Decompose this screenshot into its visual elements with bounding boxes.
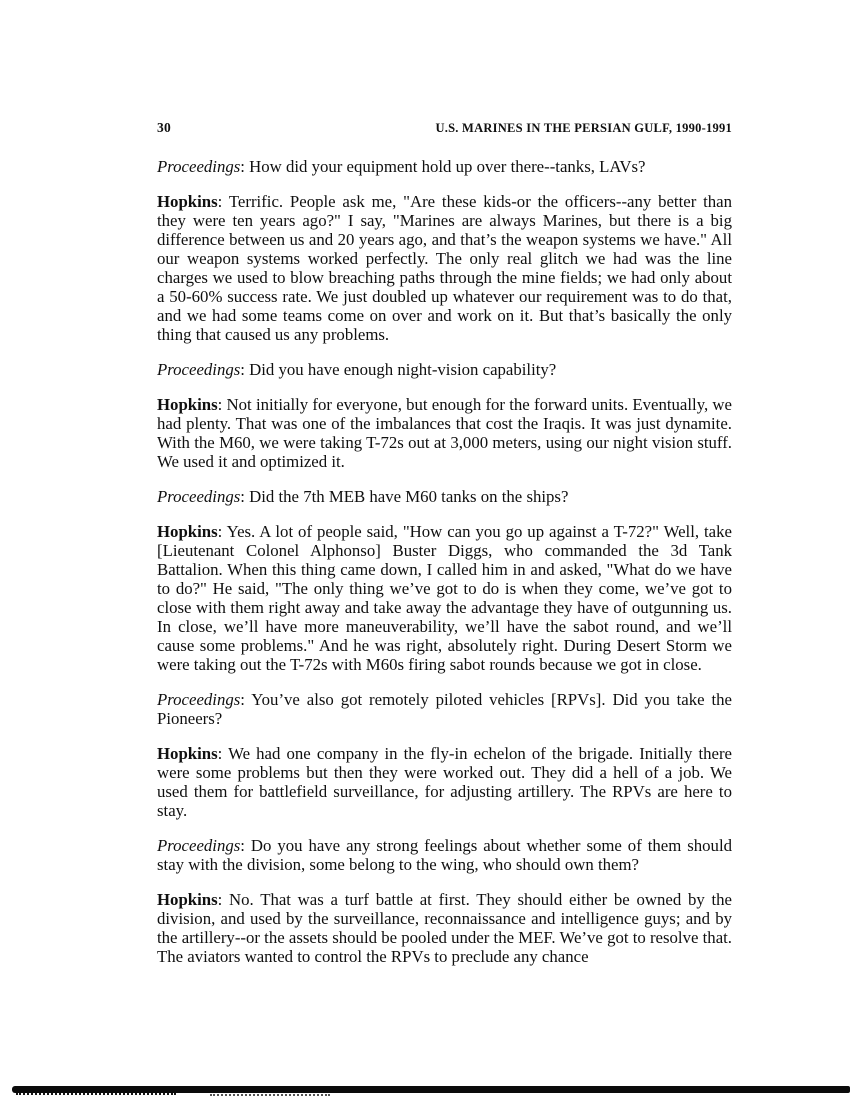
qa-paragraph-answer (157, 192, 732, 344)
paragraph-text: How did your equipment hold up over there--tanks, LAVs? (249, 157, 646, 176)
speaker-name: Proceedings (157, 836, 241, 855)
qa-paragraph-question (157, 360, 732, 379)
speaker-name: Hopkins (157, 744, 218, 763)
speaker-separator: : (217, 395, 227, 414)
qa-paragraph-answer (157, 395, 732, 471)
qa-paragraph-question (157, 487, 732, 506)
speaker-separator: : (240, 836, 251, 855)
paragraph-text: You’ve also got remotely piloted vehicles [RPVs]. Did you take the Pioneers? (157, 690, 732, 728)
paragraph-text: We had one company in the fly-in echelon of the brigade. Initially there were some problems but then they were worked out. They did a hell of a job. We used them for battlefield surveillance, for adjusting artillery. The RPVs are here to stay. (157, 744, 732, 820)
speaker-separator: : (217, 192, 229, 211)
paragraph-text: Do you have any strong feelings about whether some of them should stay with the division, some belong to the wing, who should own them? (157, 836, 732, 874)
speaker-separator: : (240, 360, 250, 379)
paragraph-text: Yes. A lot of people said, "How can you go up against a T-72?" Well, take [Lieutenant Colonel Alphonso] Buster Diggs, who commanded the 3d Tank Battalion. When this thing came down, I called him in and asked, "What do we have to do?" He said, "The only thing we’ve got to do is when they come, we’ve got to close with them right away and take away the advantage they have of outgunning us. In close, we’ll have more maneuverability, we’ll have the sabot round, and we’ll cause some problems." And he was right, absolutely right. During Desert Storm we were taking out the T-72s with M60s firing sabot rounds because we got in close. (157, 522, 732, 674)
speaker-name: Proceedings (157, 360, 241, 379)
speaker-name: Proceedings (157, 487, 241, 506)
page-header (157, 120, 732, 136)
interview-transcript (157, 157, 732, 982)
speaker-name: Proceedings (157, 157, 241, 176)
scan-artifact-fray (210, 1094, 330, 1096)
qa-paragraph-answer (157, 744, 732, 820)
scan-artifact-bar (12, 1086, 850, 1093)
speaker-name: Hopkins (157, 890, 218, 909)
paragraph-text: Not initially for everyone, but enough for the forward units. Eventually, we had plenty. That was one of the imbalances that cost the Iraqis. It was just dynamite. With the M60, we were taking T-72s out at 3,000 meters, using our night vision stuff. We used it and optimized it. (157, 395, 733, 471)
speaker-separator: : (240, 487, 250, 506)
paragraph-text: No. That was a turf battle at first. They should either be owned by the division, and used by the surveillance, reconnaissance and intelligence guys; and by the artillery--or the assets should be pooled under the MEF. We’ve got to resolve that. The aviators wanted to control the RPVs to preclude any chance (157, 890, 732, 966)
scan-artifact-fray (16, 1093, 176, 1095)
speaker-separator: : (217, 890, 230, 909)
qa-paragraph-answer (157, 522, 732, 674)
speaker-separator: : (240, 157, 250, 176)
paragraph-text: Terrific. People ask me, "Are these kids-or the officers--any better than they were ten years ago?" I say, "Marines are always Marines, but there is a big difference between us and 20 years ago, and that’s the weapon systems we have." All our weapon systems worked perfectly. The only real glitch we had was the line charges we used to blow breaching paths through the mine fields; we had only about a 50-60% success rate. We just doubled up whatever our requirement was to do that, and we had some teams come on over and work on it. But that’s basically the only thing that caused us any problems. (157, 192, 732, 344)
speaker-separator: : (217, 744, 229, 763)
speaker-name: Hopkins (157, 395, 218, 414)
qa-paragraph-question (157, 690, 732, 728)
speaker-name: Hopkins (157, 192, 218, 211)
paragraph-text: Did you have enough night-vision capability? (249, 360, 557, 379)
qa-paragraph-question (157, 157, 732, 176)
speaker-name: Hopkins (157, 522, 218, 541)
speaker-separator: : (240, 690, 252, 709)
paragraph-text: Did the 7th MEB have M60 tanks on the ships? (249, 487, 569, 506)
qa-paragraph-question (157, 836, 732, 874)
speaker-name: Proceedings (157, 690, 241, 709)
running-title: U.S. MARINES IN THE PERSIAN GULF, 1990-1991 (435, 121, 732, 135)
page-number: 30 (157, 120, 172, 135)
speaker-separator: : (217, 522, 227, 541)
qa-paragraph-answer (157, 890, 732, 966)
